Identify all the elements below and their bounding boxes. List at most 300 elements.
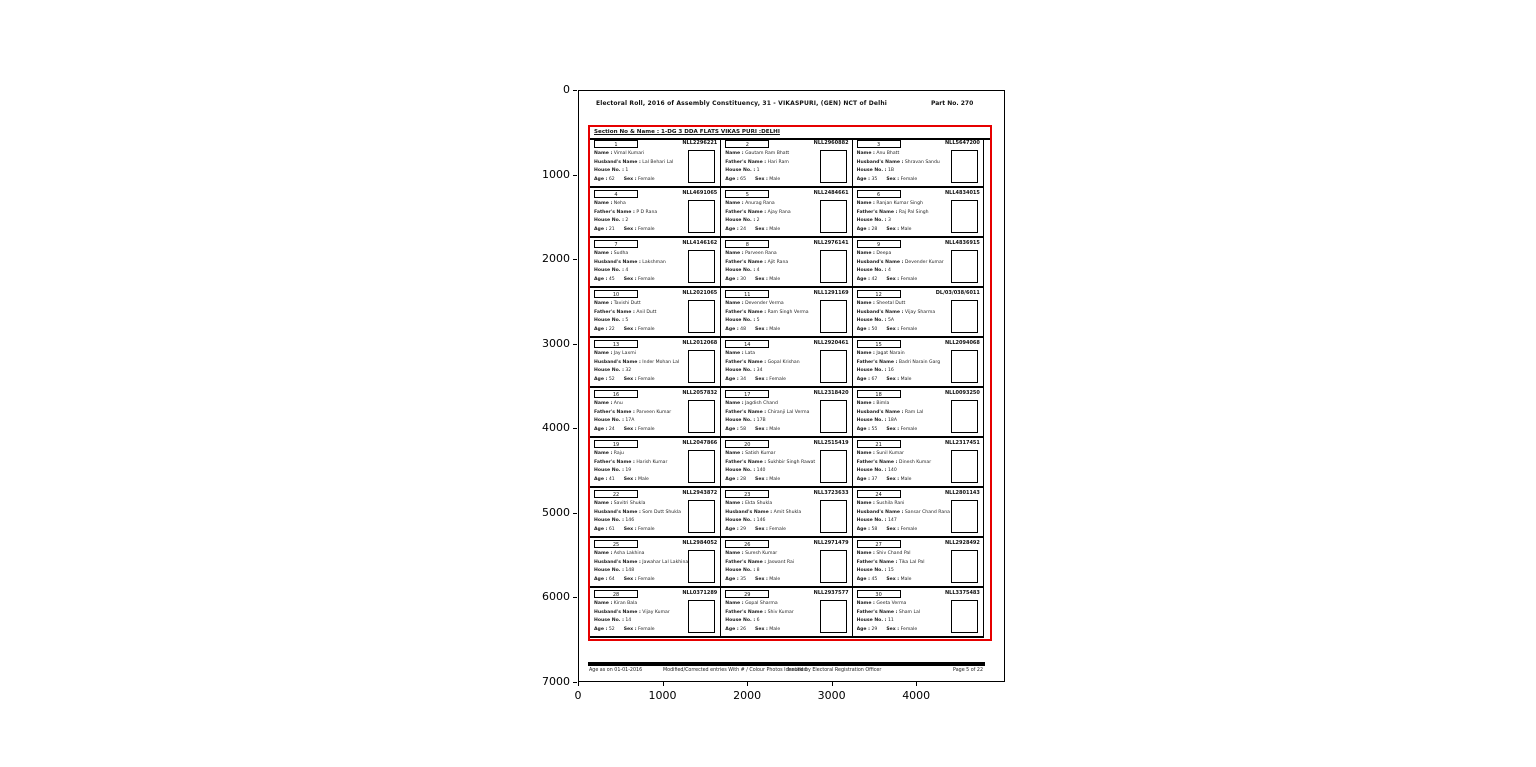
sex-label: Sex : — [886, 376, 900, 382]
house-line: House No. : 4 — [594, 268, 629, 274]
y-tick-label: 0 — [563, 83, 570, 96]
name-label: Name : — [594, 601, 613, 606]
epic-number: NLL2976141 — [813, 240, 849, 246]
epic-number: NLL2012068 — [682, 340, 718, 346]
photo-placeholder — [820, 350, 847, 383]
photo-placeholder — [688, 250, 715, 283]
voter-fields — [857, 200, 951, 234]
house-line: House No. : 5A — [856, 318, 895, 324]
x-tick-mark — [916, 682, 917, 686]
sex-label: Sex : — [755, 226, 768, 232]
house-label: House No. : — [856, 568, 887, 574]
y-tick-label: 4000 — [542, 421, 570, 435]
footer — [588, 668, 985, 677]
voter-fields — [594, 450, 688, 484]
serial-number: 17 — [725, 390, 769, 398]
voter-record — [853, 138, 984, 186]
relative-line: Husband's Name : Ram Lal — [856, 409, 924, 415]
name-line: Name : Suresh Kumar — [725, 551, 778, 556]
name-line: Name : Tavishi Dutt — [594, 301, 641, 306]
voter-row — [590, 538, 984, 588]
name-label: Name : — [725, 551, 744, 556]
x-tick-mark — [832, 682, 833, 686]
sex-label: Sex : — [886, 276, 900, 282]
sex-label: Sex : — [886, 626, 900, 632]
voter-record — [853, 438, 984, 486]
name-line: Name : Savitri Shukla — [594, 501, 646, 506]
name-label: Name : — [856, 201, 875, 206]
photo-placeholder — [820, 300, 847, 333]
name-line: Name : Bimla — [856, 401, 890, 406]
relative-line: Husband's Name : Jawahar Lal Lakhina — [594, 559, 688, 565]
relation-label: Father's Name : — [594, 409, 635, 415]
voter-grid — [590, 138, 984, 638]
relation-label: Husband's Name : — [856, 159, 904, 165]
epic-number: NLL0093250 — [944, 390, 980, 396]
epic-number: NLL2943872 — [682, 490, 718, 496]
house-label: House No. : — [856, 318, 887, 324]
name-label: Name : — [725, 251, 744, 256]
relative-line: Father's Name : Ajit Rana — [725, 259, 789, 265]
voter-fields — [725, 150, 819, 184]
relation-label: Husband's Name : — [856, 259, 904, 265]
sex-label: Sex : — [623, 476, 637, 482]
serial-number: 4 — [594, 190, 638, 198]
epic-number: DL/03/038/6011 — [935, 290, 980, 296]
house-line: House No. : 2 — [594, 218, 629, 224]
age-label: Age : — [594, 326, 608, 332]
footer-legend: Modified/Corrected entries With # / Colour Photos Identified — [663, 668, 807, 673]
footer-divider — [588, 662, 985, 666]
relation-label: Father's Name : — [594, 459, 635, 465]
house-label: House No. : — [594, 368, 624, 374]
photo-placeholder — [951, 500, 978, 533]
voter-fields — [857, 300, 951, 334]
age-label: Age : — [856, 276, 870, 282]
house-label: House No. : — [594, 218, 624, 224]
house-label: House No. : — [725, 368, 756, 374]
name-line: Name : Jay Laxmi — [594, 351, 636, 356]
house-line: House No. : 34 — [725, 368, 763, 374]
serial-number: 3 — [857, 140, 901, 148]
relative-line: Husband's Name : Shravan Sandu — [856, 159, 940, 165]
voter-record — [721, 138, 852, 186]
sex-label: Sex : — [623, 626, 637, 632]
footer-age-note: Age as on 01-01-2016 — [589, 668, 643, 673]
relative-line: Father's Name : P D Rana — [594, 209, 658, 215]
serial-number: 12 — [857, 290, 901, 298]
age-sex-line: Age : 21 Sex : Female — [594, 226, 655, 232]
age-sex-line: Age : 22 Sex : Female — [594, 326, 655, 332]
epic-number: NLL4836915 — [944, 240, 980, 246]
serial-number: 14 — [725, 340, 769, 348]
x-tick-label: 3000 — [817, 689, 846, 702]
voter-fields — [594, 150, 688, 184]
epic-number: NLL2094068 — [944, 340, 980, 346]
serial-number: 26 — [725, 540, 769, 548]
age-label: Age : — [856, 226, 870, 232]
sex-label: Sex : — [755, 476, 768, 482]
age-sex-line: Age : 65 Sex : Male — [725, 176, 781, 182]
photo-placeholder — [820, 500, 847, 533]
house-label: House No. : — [725, 168, 756, 174]
house-line: House No. : 6 — [725, 618, 760, 624]
age-label: Age : — [594, 276, 608, 282]
sex-label: Sex : — [755, 326, 768, 332]
relation-label: Father's Name : — [856, 609, 898, 615]
name-label: Name : — [594, 451, 613, 456]
photo-placeholder — [688, 350, 715, 383]
voter-row — [590, 338, 984, 388]
photo-placeholder — [688, 550, 715, 583]
voter-record — [853, 388, 984, 436]
x-tick-label: 0 — [574, 689, 582, 702]
house-label: House No. : — [856, 218, 887, 224]
voter-record — [590, 238, 721, 286]
x-tick-mark — [663, 682, 664, 686]
voter-fields — [594, 550, 688, 584]
y-tick-mark — [573, 175, 577, 176]
relative-line: Husband's Name : Vijay Sharma — [856, 309, 936, 315]
house-line: House No. : 4 — [725, 268, 760, 274]
relative-line: Husband's Name : Lakshman — [594, 259, 666, 265]
epic-number: NLL4146162 — [682, 240, 718, 246]
relation-label: Father's Name : — [594, 209, 635, 215]
photo-placeholder — [688, 400, 715, 433]
age-label: Age : — [725, 476, 739, 482]
age-label: Age : — [725, 576, 739, 582]
relative-line: Father's Name : Parveen Kumar — [594, 409, 672, 415]
epic-number: NLL2047866 — [682, 440, 718, 446]
name-line: Name : Sudha — [594, 251, 629, 256]
x-tick-label: 2000 — [733, 689, 762, 702]
relation-label: Husband's Name : — [856, 309, 904, 315]
sex-label: Sex : — [623, 426, 637, 432]
sex-label: Sex : — [886, 526, 900, 532]
name-label: Name : — [594, 251, 613, 256]
sex-label: Sex : — [623, 326, 637, 332]
voter-record — [853, 588, 984, 636]
relation-label: Father's Name : — [725, 459, 767, 465]
photo-placeholder — [820, 400, 847, 433]
epic-number: NLL3723633 — [813, 490, 849, 496]
voter-fields — [857, 400, 951, 434]
serial-number: 16 — [594, 390, 638, 398]
y-tick-mark — [573, 259, 577, 260]
house-label: House No. : — [594, 168, 624, 174]
name-line: Name : Devender Verma — [725, 301, 784, 306]
house-label: House No. : — [725, 418, 756, 424]
name-label: Name : — [725, 401, 744, 406]
photo-placeholder — [951, 550, 978, 583]
relative-line: Husband's Name : Sansar Chand Rana — [856, 509, 950, 515]
name-line: Name : Sushila Rani — [856, 501, 905, 506]
name-line: Name : Gopal Sharma — [725, 601, 778, 606]
serial-number: 25 — [594, 540, 638, 548]
name-label: Name : — [594, 401, 613, 406]
house-label: House No. : — [856, 518, 887, 524]
photo-placeholder — [951, 350, 978, 383]
house-line: House No. : 5 — [594, 318, 629, 324]
sex-label: Sex : — [886, 226, 900, 232]
name-line: Name : Sunil Kumar — [856, 451, 904, 456]
voter-row — [590, 188, 984, 238]
house-line: House No. : 1 — [725, 168, 760, 174]
relation-label: Father's Name : — [725, 159, 767, 165]
voter-row — [590, 238, 984, 288]
age-label: Age : — [856, 526, 870, 532]
age-sex-line: Age : 29 Sex : Female — [856, 626, 918, 632]
house-line: House No. : 2 — [725, 218, 760, 224]
sex-label: Sex : — [623, 526, 637, 532]
age-label: Age : — [856, 176, 870, 182]
relation-label: Husband's Name : — [594, 509, 641, 515]
name-label: Name : — [725, 201, 744, 206]
sex-label: Sex : — [623, 576, 637, 582]
serial-number: 21 — [857, 440, 901, 448]
part-number: Part No. 270 — [931, 100, 974, 107]
voter-record — [721, 438, 852, 486]
age-sex-line: Age : 28 Sex : Male — [856, 226, 912, 232]
house-label: House No. : — [725, 268, 756, 274]
serial-number: 9 — [857, 240, 901, 248]
photo-placeholder — [951, 300, 978, 333]
voter-fields — [594, 600, 688, 634]
sex-label: Sex : — [755, 376, 768, 382]
name-line: Name : Shiv Chand Pal — [856, 551, 911, 556]
voter-fields — [725, 250, 819, 284]
relation-label: Husband's Name : — [856, 409, 904, 415]
y-tick-label: 6000 — [542, 590, 570, 604]
voter-fields — [857, 350, 951, 384]
relative-line: Husband's Name : Som Dutt Shukla — [594, 509, 681, 515]
age-sex-line: Age : 29 Sex : Female — [725, 526, 786, 532]
relative-line: Husband's Name : Inder Mohan Lal — [594, 359, 680, 365]
house-label: House No. : — [725, 618, 756, 624]
name-line: Name : Sheetal Dutt — [856, 301, 906, 306]
house-label: House No. : — [725, 218, 756, 224]
epic-number: NLL2296221 — [682, 140, 718, 146]
voter-row — [590, 138, 984, 188]
photo-placeholder — [951, 400, 978, 433]
name-label: Name : — [594, 351, 613, 356]
epic-number: NLL2960882 — [813, 140, 849, 146]
epic-number: NLL2937577 — [813, 590, 849, 596]
sex-label: Sex : — [623, 276, 637, 282]
voter-record — [590, 388, 721, 436]
x-tick-mark — [747, 682, 748, 686]
sex-label: Sex : — [886, 476, 900, 482]
name-label: Name : — [856, 451, 875, 456]
voter-fields — [594, 250, 688, 284]
age-label: Age : — [725, 626, 739, 632]
name-line: Name : Jagdish Chand — [725, 401, 778, 406]
house-line: House No. : 140 — [856, 468, 897, 474]
sex-label: Sex : — [623, 376, 637, 382]
voter-fields — [725, 550, 819, 584]
photo-placeholder — [820, 250, 847, 283]
voter-record — [721, 588, 852, 636]
serial-number: 23 — [725, 490, 769, 498]
relative-line: Husband's Name : Devender Kumar — [856, 259, 944, 265]
epic-number: NLL1291169 — [813, 290, 849, 296]
voter-fields — [725, 400, 819, 434]
photo-placeholder — [688, 600, 715, 633]
sex-label: Sex : — [755, 276, 768, 282]
relation-label: Father's Name : — [725, 409, 767, 415]
voter-fields — [594, 200, 688, 234]
epic-number: NLL2484661 — [813, 190, 849, 196]
house-label: House No. : — [856, 618, 887, 624]
photo-placeholder — [820, 450, 847, 483]
sex-label: Sex : — [755, 576, 768, 582]
age-label: Age : — [594, 426, 608, 432]
name-line: Name : Ranjan Kumar Singh — [856, 201, 923, 206]
name-line: Name : Raju — [594, 451, 624, 456]
epic-number: NLL2317451 — [944, 440, 980, 446]
voter-record — [721, 338, 852, 386]
voter-record — [721, 388, 852, 436]
serial-number: 7 — [594, 240, 638, 248]
name-line: Name : Satish Kumar — [725, 451, 776, 456]
sex-label: Sex : — [886, 176, 900, 182]
name-line: Name : Jagat Narain — [856, 351, 905, 356]
voter-fields — [725, 300, 819, 334]
voter-fields — [594, 350, 688, 384]
house-line: House No. : 17B — [725, 418, 766, 424]
relative-line: Father's Name : Harish Kumar — [594, 459, 668, 465]
serial-number: 29 — [725, 590, 769, 598]
age-label: Age : — [594, 476, 608, 482]
name-label: Name : — [725, 601, 744, 606]
house-line: House No. : 1 — [594, 168, 629, 174]
house-label: House No. : — [594, 268, 624, 274]
voter-row — [590, 388, 984, 438]
voter-record — [853, 338, 984, 386]
age-label: Age : — [594, 526, 608, 532]
sex-label: Sex : — [623, 226, 637, 232]
serial-number: 1 — [594, 140, 638, 148]
y-tick-label: 3000 — [542, 336, 570, 350]
y-tick-mark — [573, 682, 577, 683]
relative-line: Husband's Name : Amit Shukla — [725, 509, 802, 515]
name-line: Name : Gautam Ram Bhatt — [725, 151, 790, 156]
epic-number: NLL2984052 — [682, 540, 718, 546]
age-sex-line: Age : 30 Sex : Male — [725, 276, 781, 282]
age-sex-line: Age : 35 Sex : Male — [725, 576, 781, 582]
name-label: Name : — [594, 301, 613, 306]
house-line: House No. : 3 — [856, 218, 891, 224]
relation-label: Father's Name : — [725, 209, 767, 215]
photo-placeholder — [951, 200, 978, 233]
epic-number: NLL2920461 — [813, 340, 849, 346]
serial-number: 19 — [594, 440, 638, 448]
y-tick-label: 2000 — [542, 252, 570, 266]
voter-record — [721, 488, 852, 536]
serial-number: 5 — [725, 190, 769, 198]
epic-number: NLL2971479 — [813, 540, 849, 546]
y-tick-mark — [573, 90, 577, 91]
house-line: House No. : 17A — [594, 418, 635, 424]
voter-fields — [594, 400, 688, 434]
epic-number: NLL2021065 — [682, 290, 718, 296]
epic-number: NLL2801143 — [944, 490, 980, 496]
age-label: Age : — [594, 626, 608, 632]
epic-number: NLL2318420 — [813, 390, 849, 396]
house-label: House No. : — [725, 318, 756, 324]
footer-page-number: Page 5 of 22 — [953, 668, 983, 673]
house-line: House No. : 146 — [594, 518, 635, 524]
name-line: Name : Anurag Rana — [725, 201, 775, 206]
age-sex-line: Age : 41 Sex : Male — [594, 476, 649, 482]
voter-fields — [725, 200, 819, 234]
voter-fields — [857, 250, 951, 284]
house-line: House No. : 1B — [856, 168, 895, 174]
relation-label: Father's Name : — [856, 209, 898, 215]
house-line: House No. : 15 — [856, 568, 894, 574]
epic-number: NLL2057832 — [682, 390, 718, 396]
house-label: House No. : — [594, 618, 624, 624]
house-label: House No. : — [725, 518, 756, 524]
relative-line: Father's Name : Anil Dutt — [594, 309, 657, 315]
name-label: Name : — [856, 151, 875, 156]
age-sex-line: Age : 52 Sex : Female — [594, 626, 655, 632]
voter-fields — [857, 450, 951, 484]
age-sex-line: Age : 55 Sex : Female — [856, 426, 918, 432]
age-label: Age : — [594, 576, 608, 582]
relative-line: Father's Name : Jaswant Rai — [725, 559, 795, 565]
name-label: Name : — [856, 601, 875, 606]
relation-label: Husband's Name : — [594, 159, 641, 165]
age-label: Age : — [725, 326, 739, 332]
epic-number: NLL0371289 — [682, 590, 718, 596]
name-line: Name : Asha Lakhina — [594, 551, 645, 556]
name-line: Name : Vimal Kumari — [594, 151, 645, 156]
sex-label: Sex : — [886, 576, 900, 582]
age-sex-line: Age : 35 Sex : Female — [856, 176, 918, 182]
name-label: Name : — [856, 351, 875, 356]
relation-label: Father's Name : — [856, 559, 898, 565]
house-label: House No. : — [856, 418, 887, 424]
voter-fields — [725, 450, 819, 484]
relation-label: Father's Name : — [725, 259, 767, 265]
relation-label: Father's Name : — [725, 309, 767, 315]
photo-placeholder — [688, 200, 715, 233]
name-label: Name : — [725, 301, 744, 306]
age-label: Age : — [594, 176, 608, 182]
serial-number: 10 — [594, 290, 638, 298]
relation-label: Husband's Name : — [856, 509, 904, 515]
house-line: House No. : 8 — [725, 568, 760, 574]
house-label: House No. : — [725, 468, 756, 474]
voter-record — [853, 538, 984, 586]
age-sex-line: Age : 62 Sex : Female — [594, 176, 655, 182]
age-label: Age : — [725, 176, 739, 182]
relation-label: Husband's Name : — [594, 559, 641, 565]
voter-record — [853, 188, 984, 236]
relative-line: Father's Name : Ajay Rana — [725, 209, 791, 215]
footer-issuer: Issued by Electoral Registration Officer — [788, 668, 882, 673]
relation-label: Husband's Name : — [594, 259, 641, 265]
relation-label: Husband's Name : — [594, 359, 641, 365]
age-sex-line: Age : 64 Sex : Female — [594, 576, 655, 582]
name-label: Name : — [856, 251, 875, 256]
name-line: Name : Neha — [594, 201, 626, 206]
age-label: Age : — [594, 226, 608, 232]
relative-line: Father's Name : Dinesh Kumar — [856, 459, 932, 465]
voter-fields — [725, 500, 819, 534]
voter-record — [590, 188, 721, 236]
